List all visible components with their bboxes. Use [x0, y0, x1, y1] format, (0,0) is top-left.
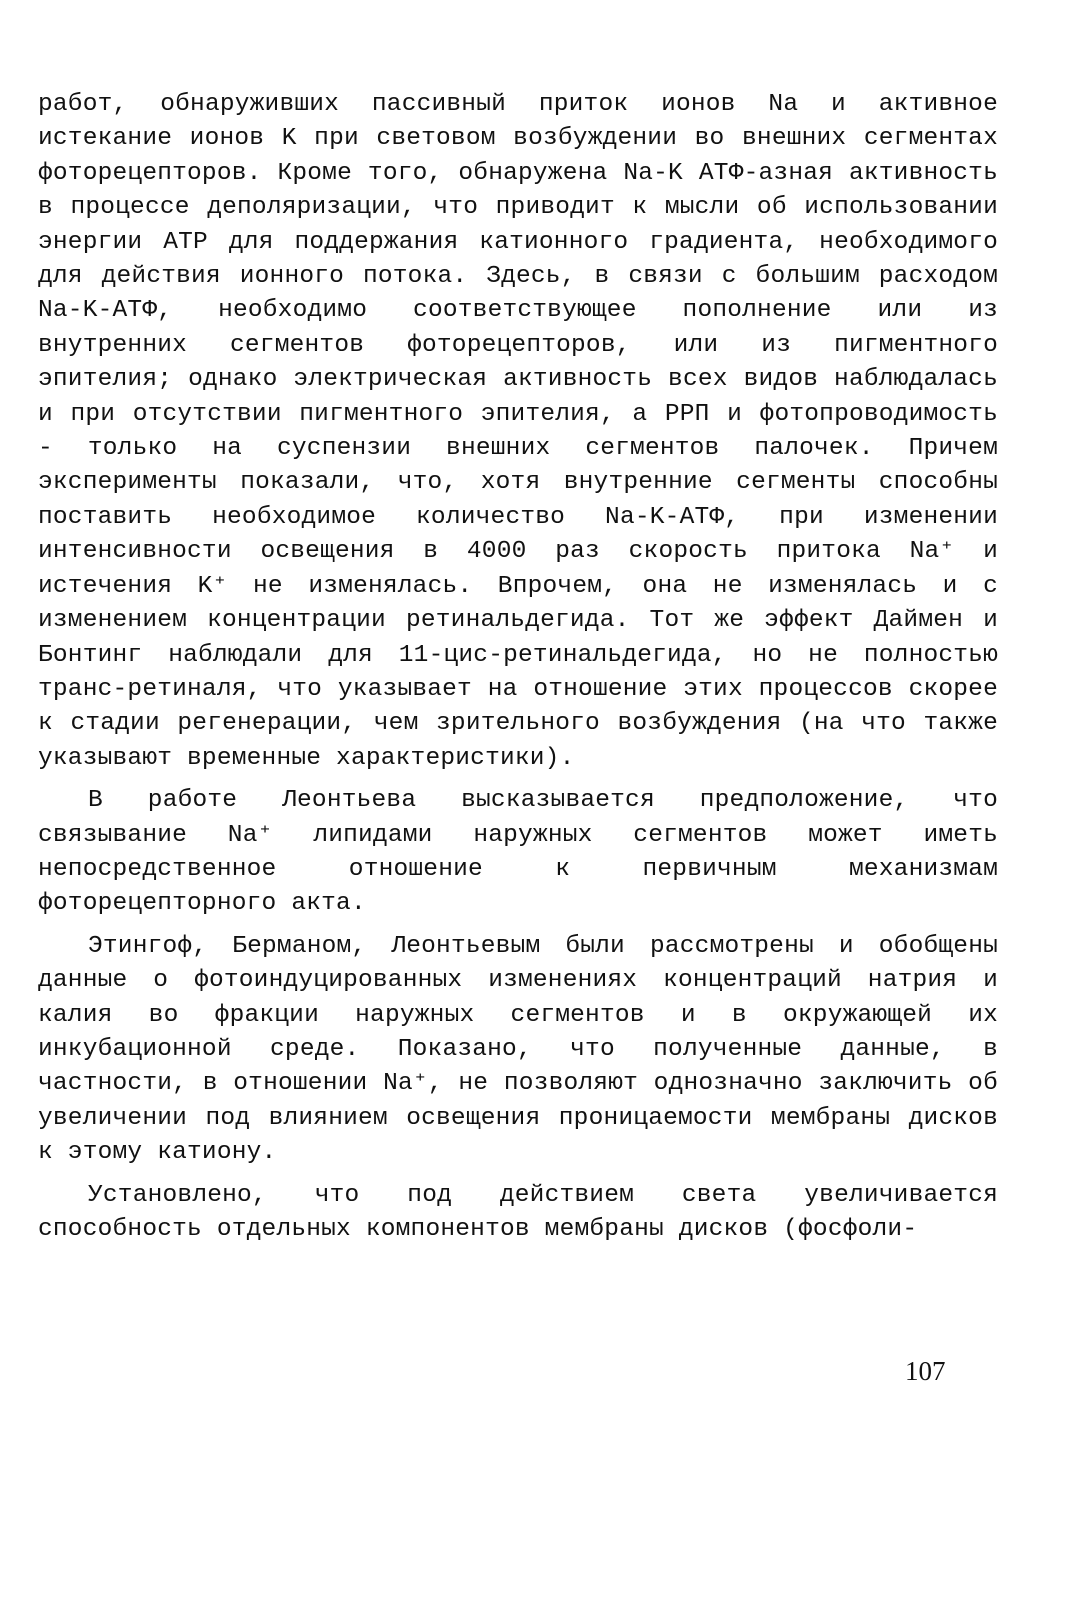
paragraph-4: Установлено, что под действием света увеличивается способность отдельных компонентов мембраны дисков (фосфоли-: [38, 1181, 998, 1243]
page-body: [38, 88, 998, 1255]
paragraph-3: Этингоф, Берманом, Леонтьевым были рассмотрены и обобщены данные о фотоиндуцированных изменениях концентраций натрия и калия во фракции наружных сегментов и в окружающей их инкубационной среде. Показано, что полученные данные, в частности, в отношении Na⁺, не позволяют однозначно заключить об увеличении под влиянием освещения проницаемости мембраны дисков к этому катиону.: [38, 932, 998, 1167]
paragraph-2: В работе Леонтьева высказывается предположение, что связывание Na⁺ липидами наружных сегментов может иметь непосредственное отношение к первичным механизмам фоторецепторного акта.: [38, 787, 998, 918]
page-number: 107: [905, 1356, 946, 1386]
paragraph-1: работ, обнаруживших пассивный приток ионов Na и активное истекание ионов K при световом возбуждении во внешних сегментах фоторецепторов. Кроме того, обнаружена Na-K АТФ-азная активность в процессе деполяризации, что приводит к мысли об использовании энергии АТР для поддержания катионного градиента, необходимого для действия ионного потока. Здесь, в связи с большим расходом Na-K-АТФ, необходимо соответствующее пополнение или из внутренних сегментов фоторецепторов, или из пигментного эпителия; однако электрическая активность всех видов наблюдалась и при отсутствии пигментного эпителия, а РРП и фотопроводимость - только на суспензии внешних сегментов палочек. Причем эксперименты показали, что, хотя внутренние сегменты способны поставить необходимое количество Na-K-АТФ, при изменении интенсивности освещения в 4000 раз скорость притока Na⁺ и истечения K⁺ не изменялась. Впрочем, она не изменялась и с изменением концентрации ретинальдегида. Тот же эффект Даймен и Бонтинг наблюдали для 11-цис-ретинальдегида, но не полностью транс-ретиналя, что указывает на отношение этих процессов скорее к стадии регенерации, чем зрительного возбуждения (на что также указывают временные характеристики).: [38, 91, 998, 772]
